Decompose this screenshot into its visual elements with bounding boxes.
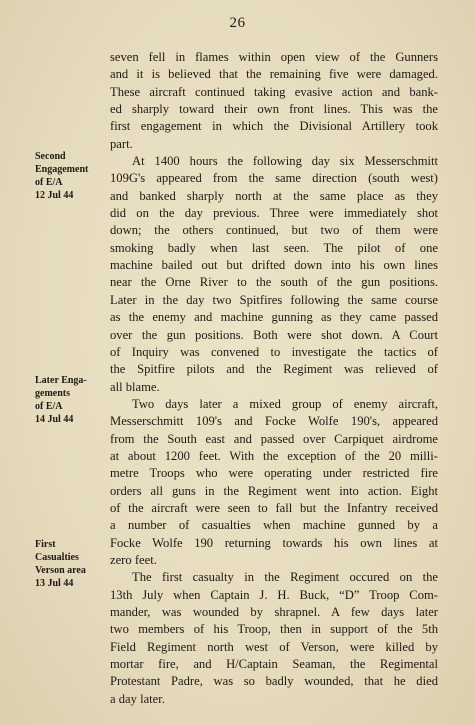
side-note-line: Verson area <box>35 565 86 576</box>
body-line: Two days later a mixed group of enemy aircraft, <box>132 396 438 411</box>
body-line: and banked sharply north at the same place as they <box>110 188 438 203</box>
side-note-later-engagements <box>35 374 110 426</box>
body-line: mander, was wounded by shrapnel. A few days later <box>110 605 438 619</box>
body-line: at about 1200 feet. With the exception of the 20 milli- <box>110 448 438 463</box>
side-note-line: Casualties <box>35 552 79 563</box>
body-line: Protestant Padre, was so badly wounded, that he died <box>110 674 438 689</box>
side-note-line: First <box>35 539 56 550</box>
body-line: zero feet. <box>110 552 157 567</box>
side-note-line: gements <box>35 388 70 399</box>
body-line: metre Troops who were operating under restricted fire <box>110 466 438 481</box>
body-line: all blame. <box>110 379 160 394</box>
body-line: of Inquiry was convened to investigate the tactics of <box>110 344 438 359</box>
body-line: of the aircraft were seen to fall but the Infantry received <box>110 500 438 515</box>
body-line: At 1400 hours the following day six Messerschmitt <box>132 154 438 169</box>
body-line: from the South east and passed over Carpiquet airdrome <box>110 431 438 446</box>
body-line: first engagement in which the Divisional Artillery took <box>110 119 438 134</box>
side-note-line: Later Enga- <box>35 375 87 386</box>
body-line: seven fell in flames within open view of the Gunners <box>110 50 438 64</box>
body-line: ed sharply toward their own front lines. This was the <box>110 102 438 117</box>
body-line: a number of casualties when machine gunned by a <box>110 518 438 533</box>
body-text <box>110 49 438 708</box>
side-note-line: 13 Jul 44 <box>35 578 74 589</box>
body-line: Later in the day two Spitfires following the same course <box>110 292 438 307</box>
side-note-second-engagement <box>35 150 110 202</box>
body-line: part. <box>110 136 133 151</box>
body-line: Field Regiment north west of Verson, were killed by <box>110 639 438 654</box>
side-note-first-casualties <box>35 538 110 590</box>
side-note-line: of E/A <box>35 401 63 412</box>
body-line: smoking badly when last seen. The pilot of one <box>110 240 438 255</box>
body-line: Focke Wolfe 190 returning towards his own lines at <box>110 535 438 550</box>
body-line: a day later. <box>110 691 165 706</box>
body-line: the Spitfire pilots and the Regiment was relieved of <box>110 362 438 377</box>
body-line: two members of his Troop, then in support of the 5th <box>110 622 438 637</box>
side-note-line: 12 Jul 44 <box>35 190 74 201</box>
page-number: 26 <box>229 15 246 31</box>
body-line: down; the others continued, but two of them were <box>110 223 438 238</box>
side-note-line: 14 Jul 44 <box>35 414 74 425</box>
body-line: The first casualty in the Regiment occured on the <box>132 570 438 585</box>
body-line: orders all guns in the Regiment went into action. Eight <box>110 483 438 498</box>
body-line: near the Orne River to the south of the gun positions. <box>110 275 438 290</box>
body-line: mortar fire, and H/Captain Seaman, the Regimental <box>110 657 438 672</box>
body-line: machine bailed out but drifted down into his own lines <box>110 258 438 273</box>
body-line: 13th July when Captain J. H. Buck, “D” Troop Com- <box>110 587 438 602</box>
body-line: as the enemy and machine gunning as they came passed <box>110 310 438 325</box>
body-line: over the gun positions. Both were shot down. A Court <box>110 327 438 342</box>
side-note-line: Second <box>35 151 66 162</box>
body-line: Messerschmitt 109's and Focke Wolfe 190's, appeared <box>110 414 438 429</box>
side-note-line: of E/A <box>35 177 63 188</box>
body-line: and it is believed that the remaining five were damaged. <box>110 67 438 82</box>
body-line: These aircraft continued taking evasive action and bank- <box>110 84 438 99</box>
side-note-line: Engagement <box>35 164 89 175</box>
body-line: did on the day previous. Three were immediately shot <box>110 206 438 221</box>
body-line: 109G's appeared from the same direction (south west) <box>110 171 438 186</box>
